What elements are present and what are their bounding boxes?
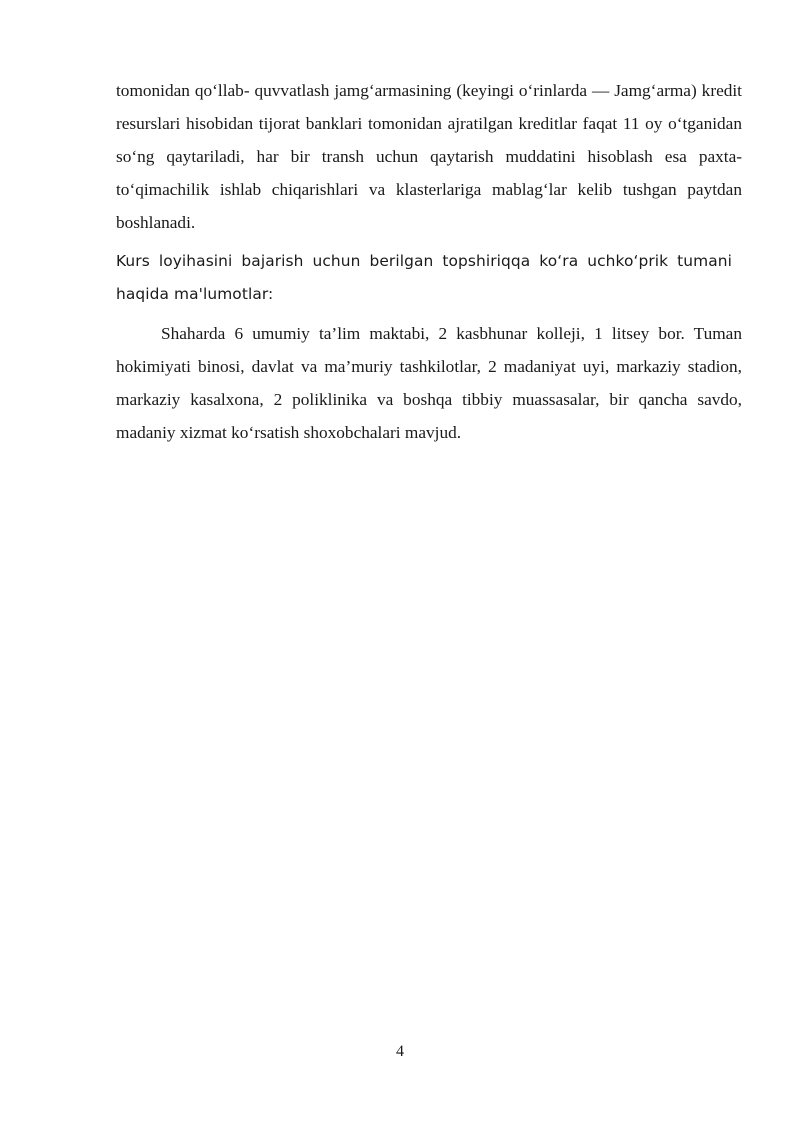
paragraph-city-facilities: Shaharda 6 umumiy ta’lim maktabi, 2 kasbhunar kolleji, 1 litsey bor. Tuman hokimiyati binosi, davlat va ma’muriy tashkilotlar, 2 madaniyat uyi, markaziy stadion, markaziy kasalxona, 2 poliklinika va boshqa tibbiy muassasalar, bir qancha savdo, madaniy xizmat ko‘rsatish shoxobchalari mavjud. [116, 324, 742, 442]
paragraph-course-project-intro: Kurs loyihasini bajarish uchun berilgan topshiriqqa ko‘ra uchko‘prik tumani haqida ma'lumotlar: [116, 252, 732, 303]
page-number: 4 [396, 1043, 404, 1060]
document-page [116, 74, 742, 449]
paragraph-credit-repayment: tomonidan qo‘llab- quvvatlash jamg‘armasining (keyingi o‘rinlarda — Jamg‘arma) kredit resurslari hisobidan tijorat banklari tomonidan ajratilgan kreditlar faqat 11 oy o‘tganidan so‘ng qaytariladi, har bir transh uchun qaytarish muddatini hisoblash esa paxta-to‘qimachilik ishlab chiqarishlari va klasterlariga mablag‘lar kelib tushgan paytdan boshlanadi. [116, 81, 742, 232]
